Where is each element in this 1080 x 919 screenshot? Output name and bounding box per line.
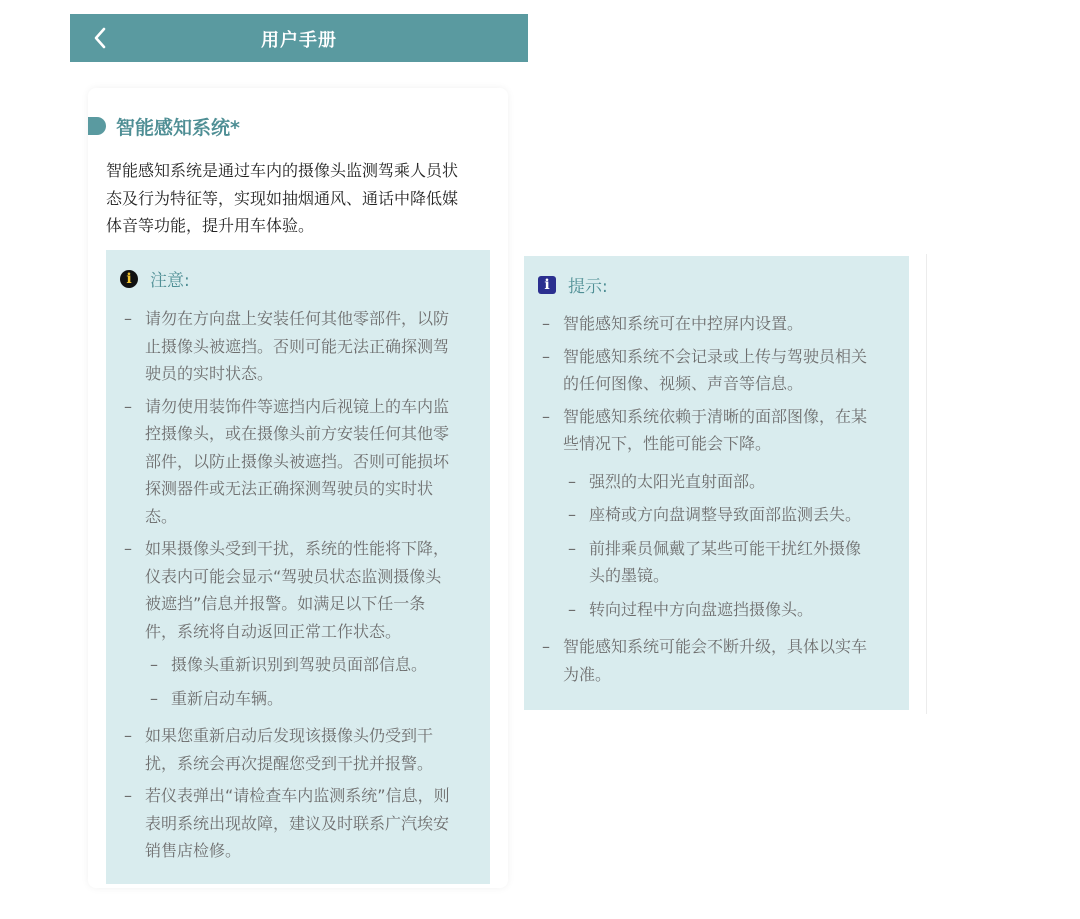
dash: – [542,406,550,426]
list-item [542,403,902,458]
dash: – [124,786,132,805]
list-item-line: 智能感知系统依赖于清晰的面部图像，在某 [563,406,868,426]
list-item-line: 销售店检修。 [145,841,242,860]
dash: – [568,505,576,524]
info-circle-icon: i [120,270,138,288]
list-item-line: 态。 [145,506,178,526]
list-item-line: 止摄像头被遮挡。否则可能无法正确探测驾 [145,336,450,356]
list-item-line: 扰，系统会再次提醒您受到干扰并报警。 [145,753,434,773]
sub-list-item [568,468,902,496]
section-marker-icon [88,117,106,135]
list-item-line: 智能感知系统不会记录或上传与驾驶员相关 [563,346,868,366]
list-item-line: 请勿在方向盘上安装任何其他零部件，以防 [145,309,450,328]
info-square-icon: i [538,276,556,294]
dash: – [542,637,550,656]
dash: – [150,688,158,708]
dash: – [542,314,550,333]
divider [926,254,927,714]
dash: – [124,396,132,416]
list-item-line: 仪表内可能会显示“驾驶员状态监测摄像头 [145,566,442,586]
list-item [124,393,484,531]
section-title: 智能感知系统* [116,116,240,139]
list-item-line: 些情况下，性能可能会下降。 [563,434,772,453]
sub-list-item [568,535,902,590]
list-item-line: 探测器件或无法正确探测驾驶员的实时状 [145,479,434,498]
list-item [542,310,902,338]
tip-list [542,310,902,688]
list-item-line: 部件，以防止摄像头被遮挡。否则可能损坏 [145,451,450,471]
list-item [542,343,902,398]
dash: – [124,726,132,745]
intro-line: 智能感知系统是通过车内的摄像头监测驾乘人员状 [106,161,459,180]
list-item-line: 表明系统出现故障，建议及时联系广汽埃安 [145,813,450,833]
tip-title: 提示: [568,277,608,297]
list-item-line: 座椅或方向盘调整导致面部监测丢失。 [589,505,862,524]
list-item [542,633,902,688]
list-item-line: 智能感知系统可在中控屏内设置。 [563,314,804,333]
list-item-line: 被遮挡”信息并报警。如满足以下任一条 [145,594,426,613]
list-item [124,305,484,388]
dash: – [124,309,132,328]
list-item-line: 强烈的太阳光直射面部。 [589,471,766,491]
list-item [124,535,484,645]
list-item-line: 为准。 [563,664,612,684]
note-list [124,305,484,865]
note-title: 注意: [150,271,190,291]
dash: – [568,471,576,491]
list-item-line: 如果摄像头受到干扰，系统的性能将下降， [145,539,450,558]
list-item-line: 智能感知系统可能会不断升级，具体以实车 [563,637,868,656]
app-header [70,14,528,62]
dash: – [542,346,550,366]
list-item-line: 若仪表弹出“请检查车内监测系统”信息，则 [145,786,450,805]
intro-line: 态及行为特征等，实现如抽烟通风、通话中降低媒 [106,188,459,208]
list-item-line: 摄像头重新识别到驾驶员面部信息。 [171,655,428,674]
dash: – [568,599,576,619]
list-item-line: 驶员的实时状态。 [145,364,274,383]
page-title: 用户手册 [261,30,337,51]
note-heading [120,266,190,291]
list-item [124,722,484,777]
list-item-line: 重新启动车辆。 [171,688,284,708]
list-item-line: 转向过程中方向盘遮挡摄像头。 [589,599,814,619]
list-item-line: 头的墨镜。 [589,566,670,585]
section-heading [88,114,240,138]
tip-heading [538,272,608,297]
sub-list-item [150,651,484,679]
dash: – [124,539,132,558]
list-item [124,782,484,865]
sub-list-item [568,501,902,529]
dash: – [150,655,158,674]
list-item-line: 的任何图像、视频、声音等信息。 [563,374,804,393]
dash: – [568,538,576,558]
list-item-line: 控摄像头，或在摄像头前方安装任何其他零 [145,424,450,443]
list-item-line: 件，系统将自动返回正常工作状态。 [145,621,402,641]
intro-line: 体音等功能，提升用车体验。 [106,216,315,235]
intro-paragraph [106,157,490,240]
list-item-line: 如果您重新启动后发现该摄像头仍受到干 [145,726,434,745]
list-item-line: 请勿使用装饰件等遮挡内后视镜上的车内监 [145,396,450,416]
list-item-line: 前排乘员佩戴了某些可能干扰红外摄像 [589,538,862,558]
sub-list-item [568,596,902,624]
sub-list-item [150,685,484,713]
